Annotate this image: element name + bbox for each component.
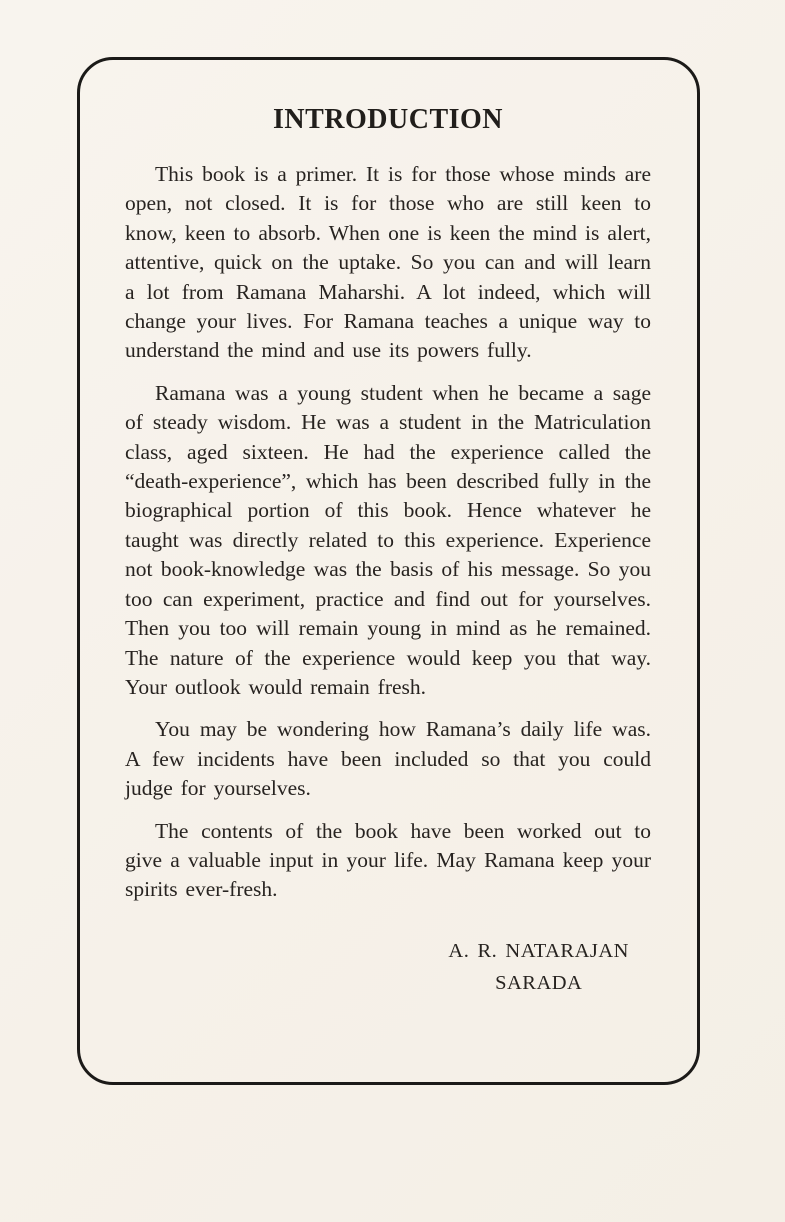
chapter-title: INTRODUCTION	[272, 104, 504, 135]
body-paragraph: The contents of the book have been worked out to give a valuable input in your life. May Ramana keep your spirits ever-fresh.	[125, 818, 651, 902]
body-paragraph: Ramana was a young student when he became a sage of steady wisdom. He was a student in the Matriculation class, aged sixteen. He had the experience called the “death-experience”, which has been described fully in the biographical portion of this book. Hence whatever he taught was directly related to this experience. Experience not book-knowledge was the basis of his message. So you too can experiment, practice and find out for yourselves. Then you too will remain young in mind as he remained. The nature of the experience would keep you that way. Your outlook would remain fresh.	[125, 380, 651, 699]
signature-author-name: A. R. NATARAJAN	[448, 939, 629, 962]
signature-coauthor-name: SARADA	[495, 971, 583, 994]
content-frame	[77, 57, 700, 1085]
signature-block	[448, 935, 629, 999]
body-text	[125, 160, 651, 994]
body-paragraph: You may be wondering how Ramana’s daily life was. A few incidents have been included so that you could judge for yourselves.	[125, 717, 651, 801]
body-paragraph: This book is a primer. It is for those whose minds are open, not closed. It is for those who are still keen to know, keen to absorb. When one is keen the mind is alert, attentive, quick on the uptake. So you can and will learn a lot from Ramana Maharshi. A lot indeed, which will change your lives. For Ramana teaches a unique way to understand the mind and use its powers fully.	[125, 162, 651, 363]
